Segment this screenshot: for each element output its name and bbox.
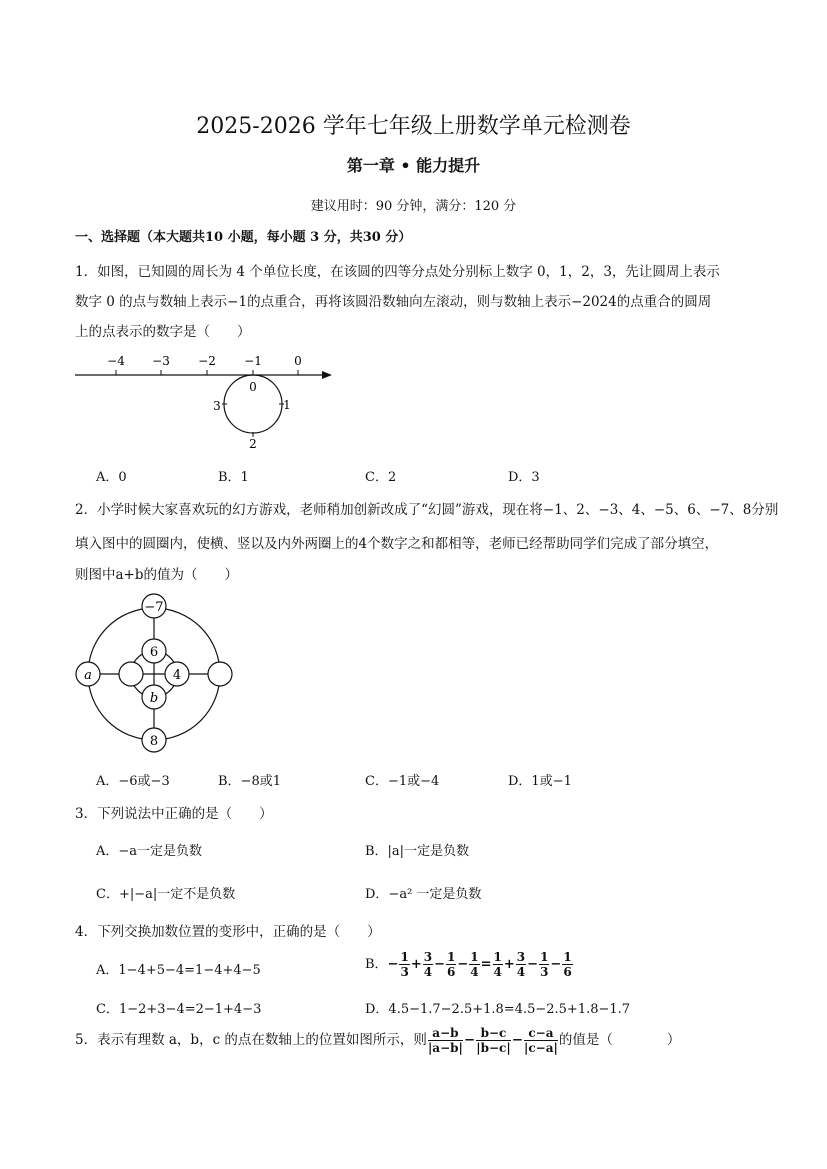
node-inner-bottom-value: b	[149, 691, 159, 706]
section-heading: 一、选择题（本大题共10 小题，每小题 3 分，共30 分）	[75, 230, 412, 245]
fraction: $\frac{c-a}{|c-a|}$	[524, 1026, 558, 1055]
q4-option-b-label: B．	[365, 957, 388, 972]
q3-option-c[interactable]: C．+|−a|一定不是负数	[96, 887, 236, 902]
q2-option-c[interactable]: C．−1或−4	[365, 774, 440, 789]
q4-stem: 4．下列交换加数位置的变形中，正确的是（ ）	[75, 924, 381, 940]
fraction: $\frac{a-b}{|a-b|}$	[427, 1026, 463, 1055]
q1-line1: 1．如图，已知圆的周长为 4 个单位长度，在该圆的四等分点处分别标上数字 0，1，2，3，先让圆周上表示	[75, 264, 720, 280]
circle-label-1: 1	[283, 398, 291, 412]
q4-option-d[interactable]: D．4.5−1.7−2.5+1.8=4.5−2.5+1.8−1.7	[365, 1002, 631, 1017]
tick-label: 0	[294, 354, 302, 368]
tick-label: −1	[244, 354, 262, 368]
circle-label-3: 3	[213, 399, 221, 413]
time-score-info: 建议用时：90 分钟，满分：120 分	[310, 199, 517, 214]
q2-line2: 填入图中的圆圈内，使横、竖以及内外两圈上的4个数字之和都相等，老师已经帮助同学们完成了部分填空，	[75, 536, 719, 552]
q3-option-b[interactable]: B．|a|一定是负数	[365, 844, 470, 859]
tick-label: −3	[152, 354, 170, 368]
tick-label: −2	[198, 354, 216, 368]
tick-label: −4	[107, 354, 125, 368]
node-inner-top-value: 6	[149, 645, 159, 660]
node-left-value: a	[84, 668, 92, 683]
q3-option-a[interactable]: A．−a一定是负数	[96, 844, 203, 859]
q1-option-b[interactable]: B．1	[218, 470, 249, 485]
q1-option-c[interactable]: C．2	[365, 470, 397, 485]
node-top-value: −7	[144, 600, 164, 615]
q2-option-b[interactable]: B．−8或1	[218, 774, 281, 789]
q4-option-a[interactable]: A．1−4+5−4=1−4+4−5	[96, 963, 261, 978]
q1-number-line-figure	[70, 345, 340, 450]
circle-label-2: 2	[249, 437, 257, 450]
fraction: $\frac{b-c}{|b-c|}$	[476, 1026, 511, 1055]
q4-option-b[interactable]: B．− $\frac{1}{3}$ + $\frac{3}{4}$ − $\frac{1}{6}$ − $\frac{1}{4}$ = $\frac{1}{4}$ + $\frac{3}{4}$ − $\frac{1}{3}$ − $\frac{1}{6}$	[365, 950, 572, 979]
node-right	[208, 662, 232, 686]
circle-label-0: 0	[249, 380, 257, 394]
q1-line3: 上的点表示的数字是（ ）	[75, 324, 251, 340]
node-inner-left	[119, 662, 143, 686]
q2-line1: 2．小学时候大家喜欢玩的幻方游戏，老师稍加创新改成了“幻圆”游戏，现在将−1、2、−3、4、−5、6、−7、8分别	[75, 502, 779, 518]
q3-stem: 3．下列说法中正确的是（ ）	[75, 806, 273, 822]
q2-magic-circle-figure	[70, 590, 242, 758]
q5-stem: 5．表示有理数 a，b，c 的点在数轴上的位置如图所示，则 $\frac{a-b}{|a-b|}$ − $\frac{b-c}{|b-c|}$ − $\frac{c-a}{|c-a|}$ 的值是（ ）	[75, 1026, 681, 1055]
chapter-subtitle: 第一章 • 能力提升	[346, 156, 481, 175]
q1-option-d[interactable]: D．3	[508, 470, 540, 485]
q3-option-d[interactable]: D．−a² 一定是负数	[365, 887, 482, 902]
axis-arrow-icon	[322, 371, 332, 379]
node-inner-right-value: 4	[172, 668, 182, 683]
q2-option-a[interactable]: A．−6或−3	[96, 774, 170, 789]
exam-title: 2025-2026 学年七年级上册数学单元检测卷	[196, 114, 631, 139]
q1-option-a[interactable]: A．0	[96, 470, 127, 485]
q1-line2: 数字 0 的点与数轴上表示−1的点重合，再将该圆沿数轴向左滚动，则与数轴上表示−2024的点重合的圆周	[75, 294, 712, 310]
q2-option-d[interactable]: D．1或−1	[508, 774, 572, 789]
q2-line3: 则图中a+b的值为（ ）	[75, 567, 239, 583]
node-bottom-value: 8	[149, 734, 159, 749]
q4-option-c[interactable]: C．1−2+3−4=2−1+4−3	[96, 1002, 262, 1017]
